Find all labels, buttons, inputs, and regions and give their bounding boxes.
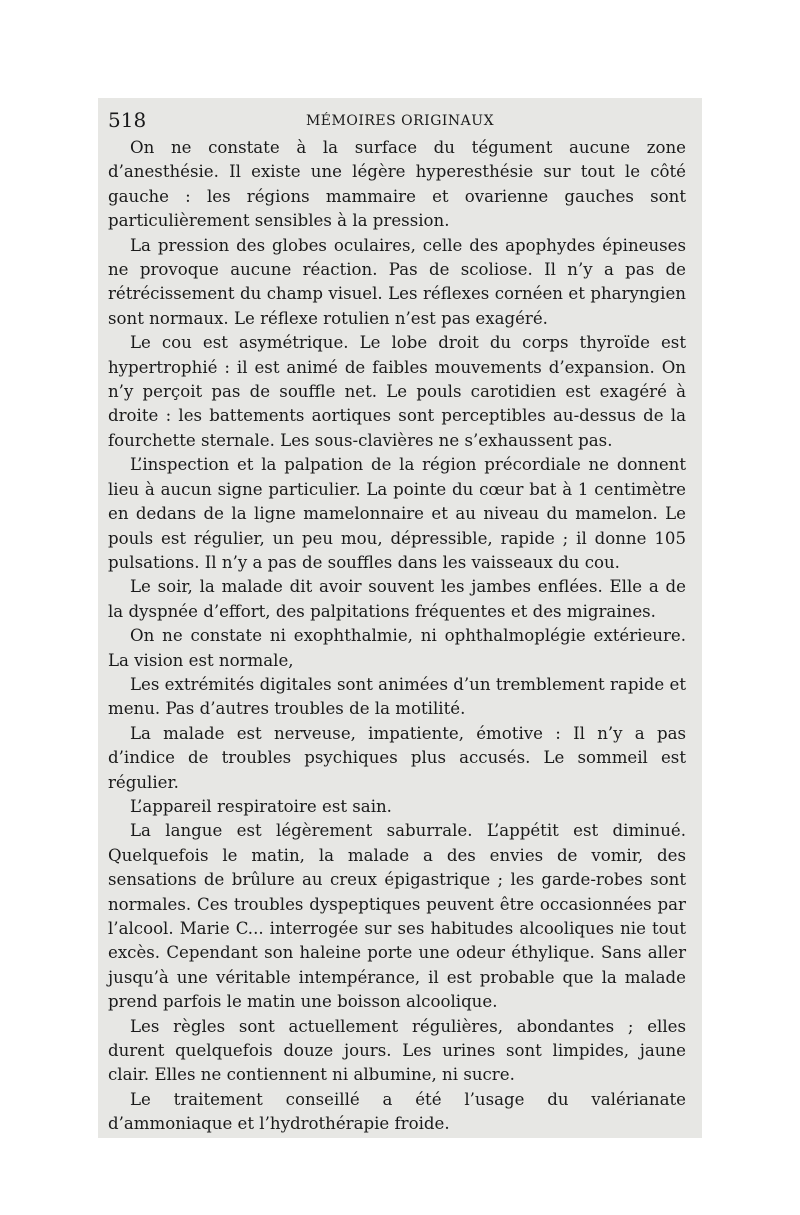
paragraph-extremites: Les extrémités digitales sont animées d’un tremblement rapide et menu. Pas d’autres troubles de la motilité. xyxy=(108,674,686,719)
paragraph-coeur: L’inspection et la palpation de la région précordiale ne donnent lieu à aucun signe particulier. La pointe du cœur bat à 1 centimètre en dedans de la ligne mamelonnaire et au niveau du mamelon. Le pouls est régulier, un peu mou, dépressible, rapide ; il donne 105 pulsations. Il n’y a pas de souffles dans les vaisseaux du cou. xyxy=(108,455,686,572)
paragraph-tegument: On ne constate à la surface du tégument aucune zone d’anesthésie. Il existe une légère hyperesthésie sur tout le côté gauche : les régions mammaire et ovarienne gauches sont particulièrement sensibles à la pression. xyxy=(108,138,686,231)
scanned-page xyxy=(98,98,702,1138)
paragraph-regles: Les règles sont actuellement régulières, abondantes ; elles durent quelquefois douze jours. Les urines sont limpides, jaune clair. Elles ne contiennent ni albumine, ni sucre. xyxy=(108,1016,686,1085)
paragraph-reflexes: La pression des globes oculaires, celle des apophydes épineuses ne provoque aucune réaction. Pas de scoliose. Il n’y a pas de rétrécissement du champ visuel. Les réflexes cornéen et pharyngien sont normaux. Le réflexe rotulien n’est pas exagéré. xyxy=(108,235,686,328)
paragraph-nerveuse: La malade est nerveuse, impatiente, émotive : Il n’y a pas d’indice de troubles psychiques plus accusés. Le sommeil est régulier. xyxy=(108,723,686,792)
page-number: 518 xyxy=(108,108,147,132)
paragraph-traitement: Le traitement conseillé a été l’usage du valérianate d’ammoniaque et l’hydrothérapie froide. xyxy=(108,1089,686,1134)
paragraph-cou: Le cou est asymétrique. Le lobe droit du corps thyroïde est hypertrophié : il est animé de faibles mouvements d’expansion. On n’y perçoit pas de souffle net. Le pouls carotidien est exagéré à droite : les battements aortiques sont perceptibles au-dessus de la fourchette sternale. Les sous-clavières ne s’exhaussent pas. xyxy=(108,333,686,450)
paragraph-vision: On ne constate ni exophthalmie, ni ophthalmoplégie extérieure. La vision est normale, xyxy=(108,626,686,670)
paragraph-langue: La langue est légèrement saburrale. L’appétit est diminué. Quelquefois le matin, la malade a des envies de vomir, des sensations de brûlure au creux épigastrique ; les garde-robes sont normales. Ces troubles dyspeptiques peuvent être occasionnées par l’alcool. Marie C... interrogée sur ses habitudes alcooliques nie tout excès. Cependant son haleine porte une odeur éthylique. Sans aller jusqu’à une véritable intempérance, il est probable que la malade prend parfois le matin une boisson alcoolique. xyxy=(108,821,686,1012)
page-header xyxy=(108,108,692,134)
paragraph-respiratoire: L’appareil respiratoire est sain. xyxy=(130,796,392,816)
paragraph-soir: Le soir, la malade dit avoir souvent les jambes enflées. Elle a de la dyspnée d’effort, des palpitations fréquentes et des migraines. xyxy=(108,577,686,621)
body-text xyxy=(108,136,686,1137)
running-title: MÉMOIRES ORIGINAUX xyxy=(305,113,495,129)
